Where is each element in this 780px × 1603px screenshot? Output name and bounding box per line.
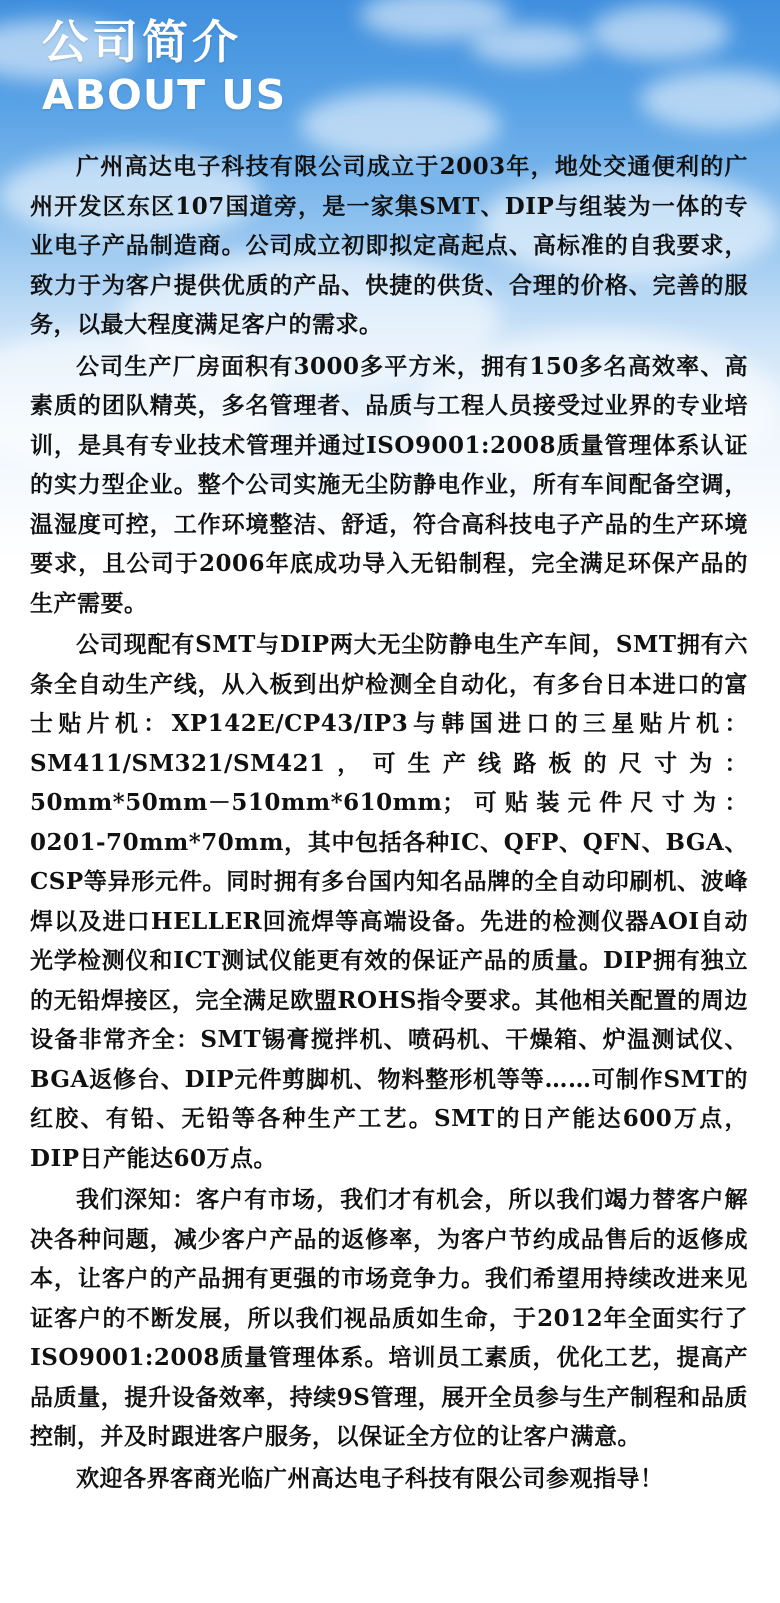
cloud-shape [590, 5, 730, 60]
welcome-paragraph: 欢迎各界客商光临广州高达电子科技有限公司参观指导！ [76, 1464, 664, 1492]
intro-paragraph: 广州高达电子科技有限公司成立于2003年，地处交通便利的广州开发区东区107国道旁，是一家集SMT、DIP与组装为一体的专业电子产品制造商。公司成立初即拟定高起点、高标准的自我要求，致力于为客户提供优质的产品、快捷的供货、合理的价格、完善的服务，以最大程度满足客户的需求。 [30, 153, 748, 338]
commitment-paragraph: 我们深知：客户有市场，我们才有机会，所以我们竭力替客户解决各种问题，减少客户产品的返修率，为客户节约成品售后的返修成本，让客户的产品拥有更强的市场竞争力。我们希望用持续改进来见证客户的不断发展，所以我们视品质如生命，于2012年全面实行了ISO9001:2008质量管理体系。培训员工素质，优化工艺，提高产品质量，提升设备效率，持续9S管理，展开全员参与生产制程和品质控制，并及时跟进客户服务，以保证全方位的让客户满意。 [30, 1186, 748, 1450]
company-intro-body [30, 147, 748, 1500]
page-header [42, 12, 442, 118]
cloud-shape [640, 70, 780, 130]
page-title: 公司简介 [42, 15, 242, 69]
facility-paragraph: 公司生产厂房面积有3000多平方米，拥有150多名高效率、高素质的团队精英，多名管理者、品质与工程人员接受过业界的专业培训，是具有专业技术管理并通过ISO9001:2008质量管理体系认证的实力型企业。整个公司实施无尘防静电作业，所有车间配备空调，温湿度可控，工作环境整洁、舒适，符合高科技电子产品的生产环境要求，且公司于2006年底成功导入无铅制程，完全满足环保产品的生产需要。 [30, 352, 748, 617]
equipment-paragraph: 公司现配有SMT与DIP两大无尘防静电生产车间，SMT拥有六条全自动生产线，从入板到出炉检测全自动化，有多台日本进口的富士贴片机：XP142E/CP43/IP3与韩国进口的三星贴片机：SM411/SM321/SM421，可生产线路板的尺寸为：50mm*50mm－510mm*610mm；可贴装元件尺寸为：0201-70mm*70mm，其中包括各种IC、QFP、QFN、BGA、CSP等异形元件。同时拥有多台国内知名品牌的全自动印刷机、波峰焊以及进口HELLER回流焊等高端设备。先进的检测仪器AOI自动光学检测仪和ICT测试仪能更有效的保证产品的质量。DIP拥有独立的无铅焊接区，完全满足欧盟ROHS指令要求。其他相关配置的周边设备非常齐全：SMT锡膏搅拌机、喷码机、干燥箱、炉温测试仪、BGA返修台、DIP元件剪脚机、物料整形机等等……可制作SMT的红胶、有铅、无铅等各种生产工艺。SMT的日产能达600万点，DIP日产能达60万点。 [30, 631, 748, 1172]
cloud-shape [470, 25, 590, 65]
page-subtitle: ABOUT US [42, 71, 287, 119]
